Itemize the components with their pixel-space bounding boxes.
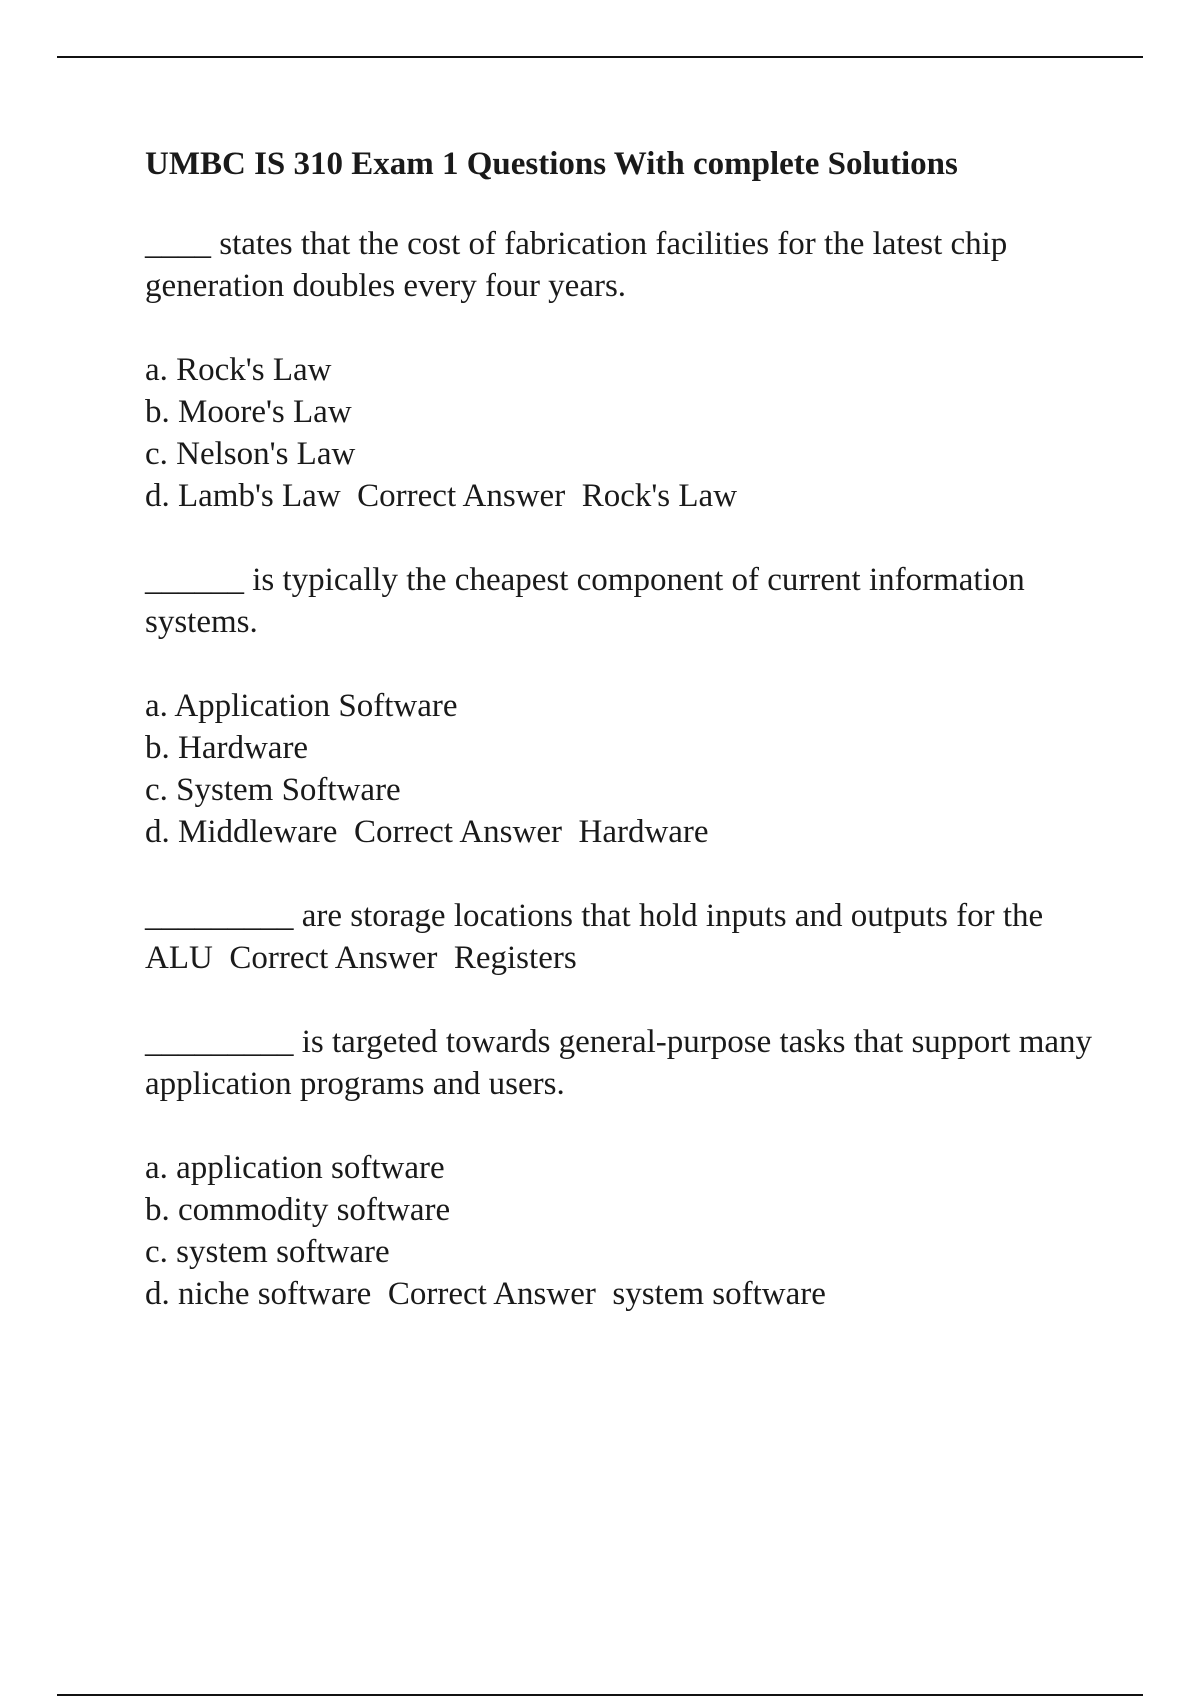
option-b: b. commodity software bbox=[145, 1192, 451, 1228]
option-a: a. Rock's Law bbox=[145, 352, 332, 388]
option-d: d. Middleware bbox=[145, 814, 338, 850]
option-d-with-answer bbox=[145, 475, 1105, 517]
answer-label: Correct Answer bbox=[353, 814, 562, 850]
question-stem: ______ is typically the cheapest component of current information systems. bbox=[145, 562, 1025, 640]
option-a: a. application software bbox=[145, 1150, 445, 1186]
option-c: c. System Software bbox=[145, 772, 401, 808]
question-stem-with-answer bbox=[145, 895, 1105, 979]
option-b: b. Moore's Law bbox=[145, 394, 352, 430]
question-1 bbox=[145, 223, 1105, 517]
question-stem: _________ is targeted towards general-purpose tasks that support many application programs and users. bbox=[145, 1024, 1093, 1102]
option-d-with-answer bbox=[145, 1273, 1105, 1315]
document-title: UMBC IS 310 Exam 1 Questions With complete Solutions bbox=[145, 146, 958, 182]
answer-label: Correct Answer bbox=[229, 940, 438, 976]
question-2 bbox=[145, 559, 1105, 853]
option-c: c. system software bbox=[145, 1234, 390, 1270]
option-list bbox=[145, 349, 1105, 517]
question-stem: _________ are storage locations that hold inputs and outputs for the ALU bbox=[145, 898, 1044, 976]
correct-answer: Rock's Law bbox=[581, 478, 738, 514]
answer-label: Correct Answer bbox=[387, 1276, 596, 1312]
option-d: d. Lamb's Law bbox=[145, 478, 341, 514]
correct-answer: Hardware bbox=[578, 814, 709, 850]
answer-label: Correct Answer bbox=[357, 478, 566, 514]
option-d-with-answer bbox=[145, 811, 1105, 853]
option-list bbox=[145, 1147, 1105, 1315]
document-body bbox=[145, 140, 1105, 1357]
top-rule bbox=[57, 56, 1143, 58]
option-a: a. Application Software bbox=[145, 688, 458, 724]
correct-answer: Registers bbox=[453, 940, 577, 976]
bottom-rule bbox=[57, 1694, 1143, 1696]
question-stem: ____ states that the cost of fabrication facilities for the latest chip generation doubles every four years. bbox=[145, 226, 1008, 304]
option-c: c. Nelson's Law bbox=[145, 436, 356, 472]
option-d: d. niche software bbox=[145, 1276, 372, 1312]
question-4 bbox=[145, 1021, 1105, 1315]
option-b: b. Hardware bbox=[145, 730, 309, 766]
correct-answer: system software bbox=[612, 1276, 826, 1312]
option-list bbox=[145, 685, 1105, 853]
question-3 bbox=[145, 895, 1105, 979]
